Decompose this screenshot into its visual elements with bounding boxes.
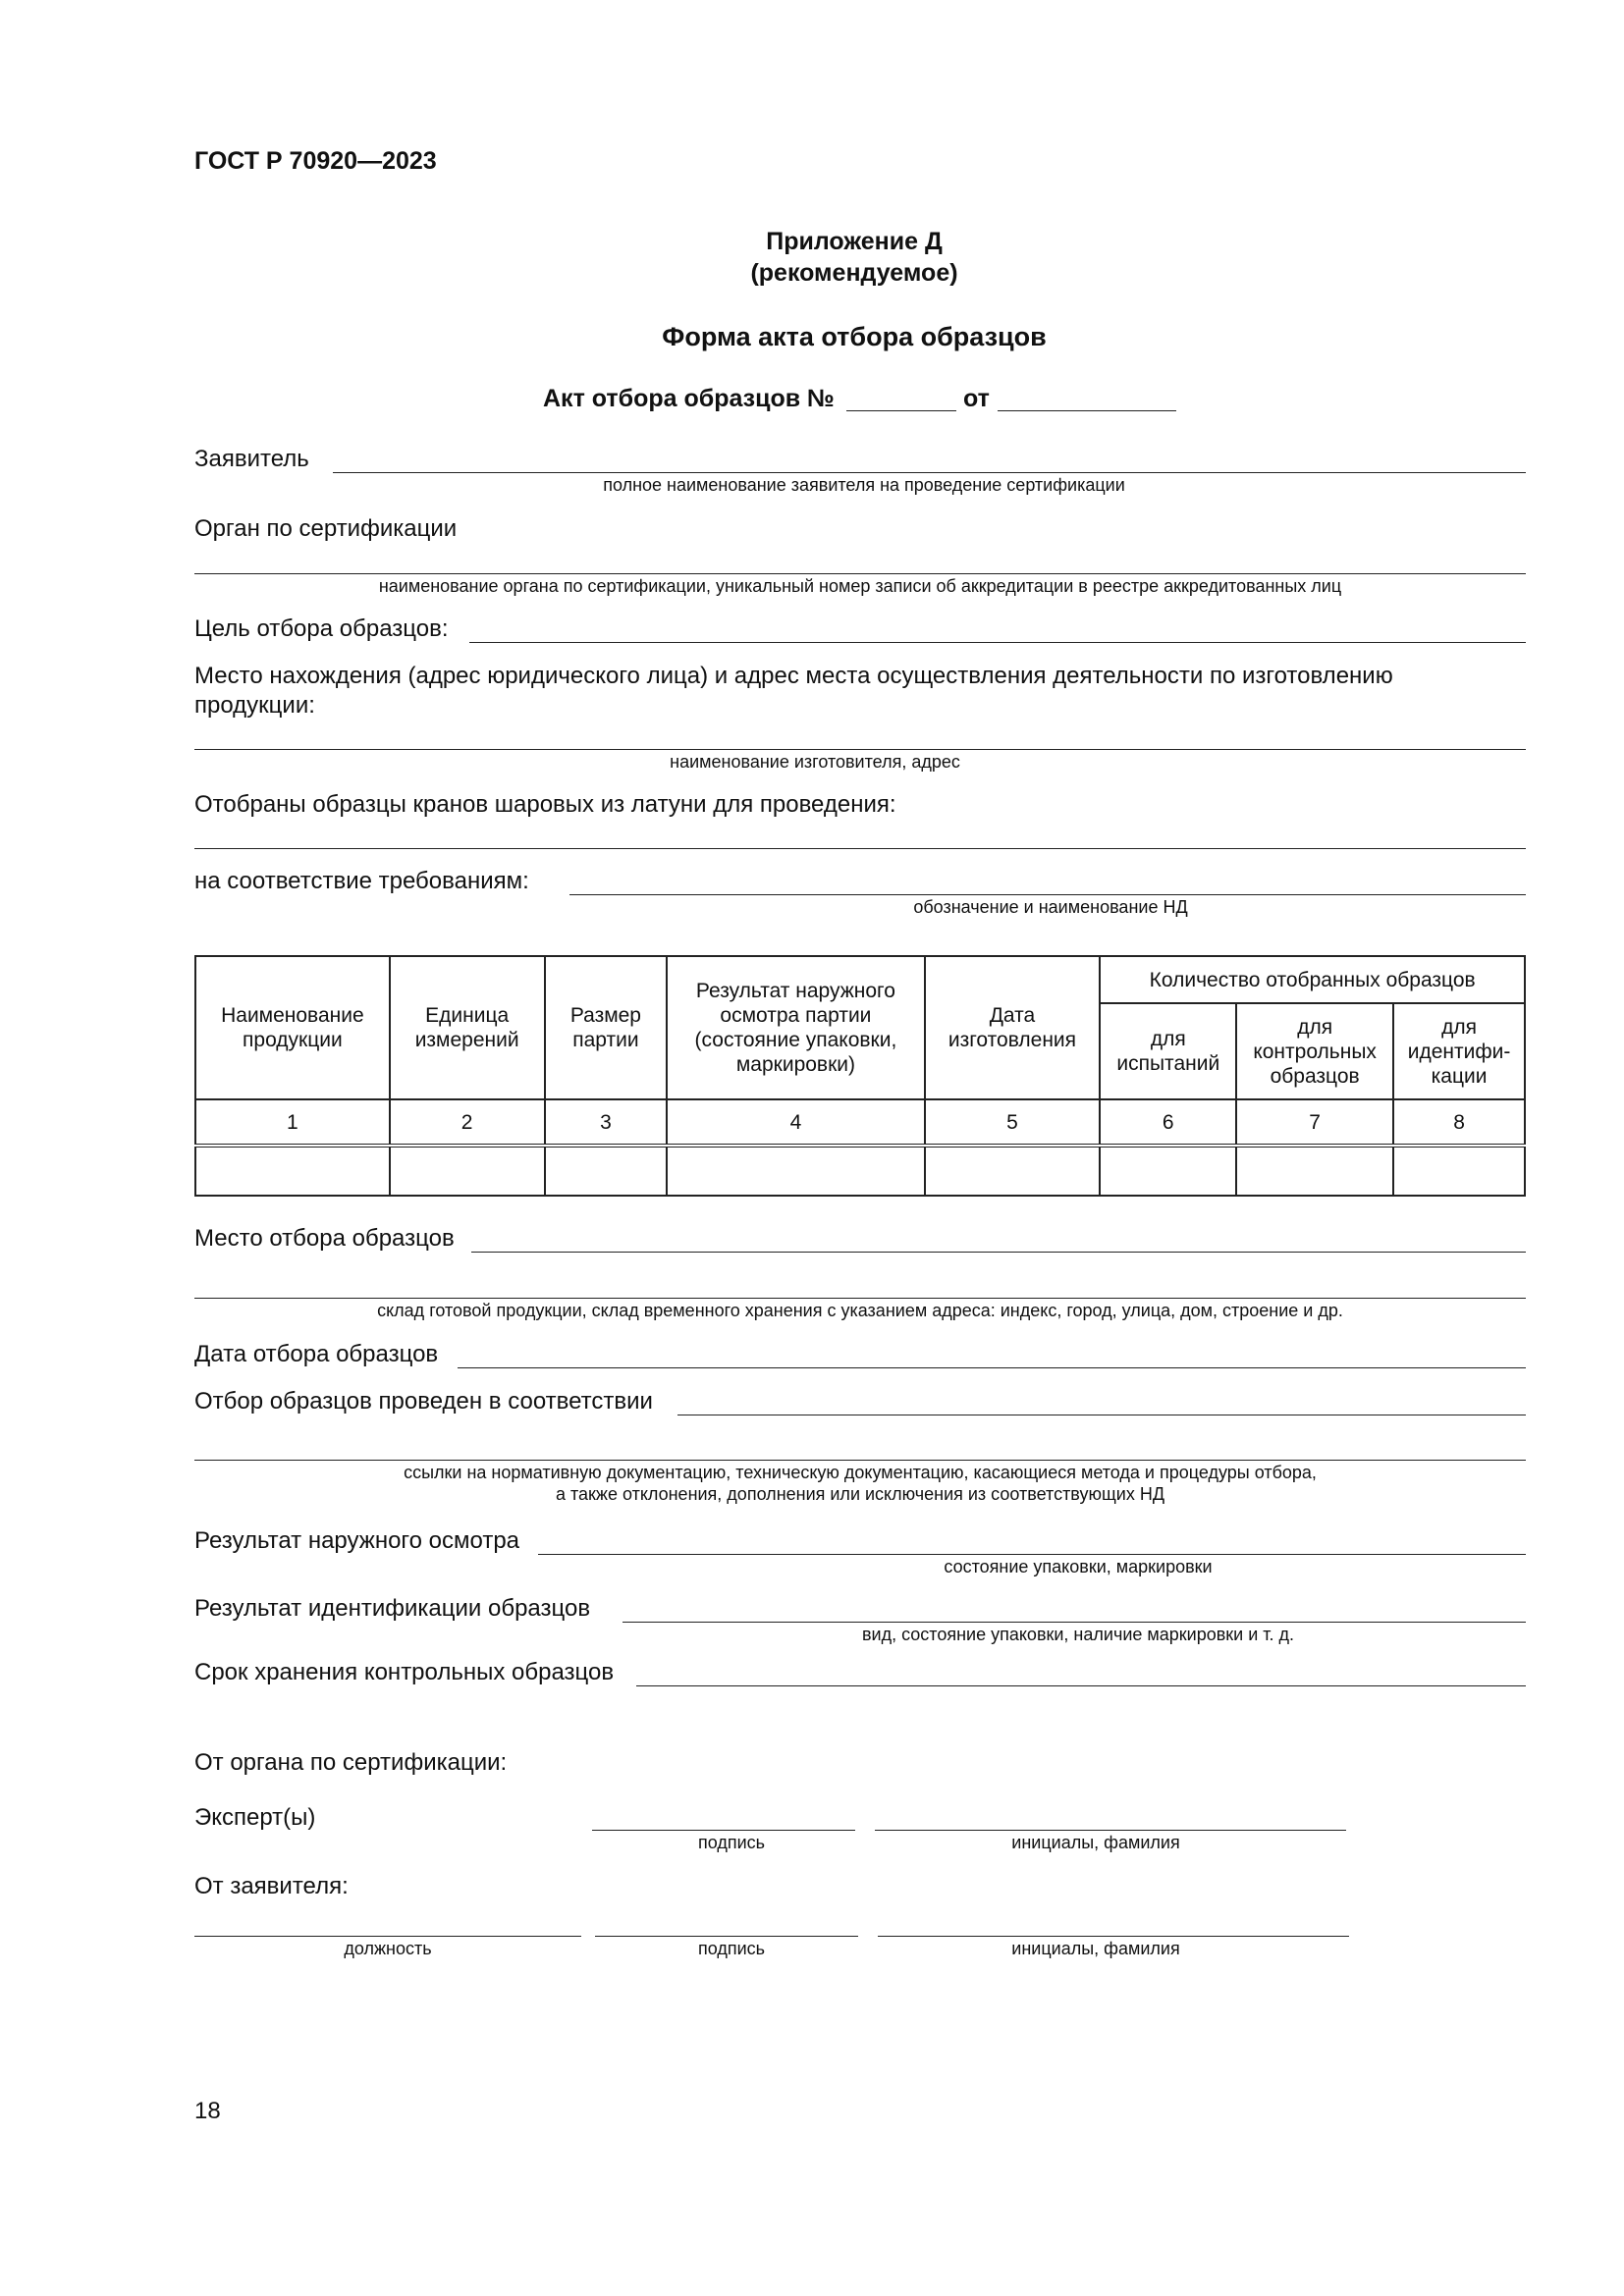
col-number: 1 — [195, 1099, 390, 1146]
applicant-signature-field[interactable] — [595, 1936, 858, 1937]
selected-label: Отобраны образцы кранов шаровых из латуни для проведения: — [194, 791, 896, 818]
applicant-label: Заявитель — [194, 446, 309, 472]
col-header-size: Размер партии — [545, 956, 668, 1099]
from-applicant-label: От заявителя: — [194, 1873, 349, 1899]
col-header-product: Наименование продукции — [195, 956, 390, 1099]
expert-name-caption: инициалы, фамилия — [1011, 1833, 1180, 1852]
expert-signature-field[interactable] — [592, 1830, 855, 1831]
table-cell[interactable] — [1100, 1146, 1236, 1196]
from-body-label: От органа по сертификации: — [194, 1749, 508, 1776]
col-number: 4 — [667, 1099, 924, 1146]
appendix-title: Приложение Д — [766, 228, 943, 255]
act-from-label: от — [963, 385, 990, 412]
appendix-status: (рекомендуемое) — [750, 259, 958, 287]
inspection-field[interactable] — [538, 1554, 1526, 1555]
purpose-field[interactable] — [469, 642, 1526, 643]
cert-body-caption: наименование органа по сертификации, уникальный номер записи об аккредитации в реестре аккредитованных лиц — [378, 576, 1342, 596]
col-number: 6 — [1100, 1099, 1236, 1146]
location-caption: наименование изготовителя, адрес — [670, 752, 960, 772]
table-cell[interactable] — [390, 1146, 545, 1196]
col-header-identification: для идентифи- кации — [1393, 1003, 1525, 1099]
expert-name-field[interactable] — [875, 1830, 1346, 1831]
conducted-caption-2: а также отклонения, дополнения или исключения из соответствующих НД — [555, 1484, 1165, 1504]
compliance-label: на соответствие требованиям: — [194, 868, 529, 894]
act-number-blank[interactable] — [846, 410, 956, 411]
compliance-field[interactable] — [569, 894, 1526, 895]
col-header-testing: для испытаний — [1100, 1003, 1236, 1099]
purpose-label: Цель отбора образцов: — [194, 615, 449, 642]
applicant-position-caption: должность — [344, 1939, 432, 1958]
location-label-line2: продукции: — [194, 692, 315, 719]
sampling-place-field-2[interactable] — [194, 1298, 1526, 1299]
expert-label: Эксперт(ы) — [194, 1804, 316, 1831]
applicant-name-field[interactable] — [878, 1936, 1349, 1937]
storage-label: Срок хранения контрольных образцов — [194, 1659, 615, 1685]
table-cell[interactable] — [667, 1146, 924, 1196]
col-number: 8 — [1393, 1099, 1525, 1146]
table-row — [195, 1146, 1525, 1196]
col-header-date: Дата изготовления — [925, 956, 1101, 1099]
applicant-position-field[interactable] — [194, 1936, 581, 1937]
cert-body-label: Орган по сертификации — [194, 515, 458, 542]
col-header-inspection: Результат наружного осмотра партии (состояние упаковки, маркировки) — [667, 956, 924, 1099]
sampling-date-label: Дата отбора образцов — [194, 1341, 439, 1367]
identification-field[interactable] — [623, 1622, 1526, 1623]
cert-body-field[interactable] — [194, 573, 1526, 574]
applicant-field[interactable] — [333, 472, 1526, 473]
identification-label: Результат идентификации образцов — [194, 1595, 591, 1622]
col-number: 5 — [925, 1099, 1101, 1146]
act-date-blank[interactable] — [998, 410, 1176, 411]
table-cell[interactable] — [925, 1146, 1101, 1196]
form-title: Форма акта отбора образцов — [662, 322, 1047, 351]
sampling-place-label: Место отбора образцов — [194, 1225, 455, 1252]
col-number: 2 — [390, 1099, 545, 1146]
samples-table — [194, 955, 1526, 1197]
sampling-place-field[interactable] — [471, 1252, 1526, 1253]
location-label-line1: Место нахождения (адрес юридического лица) и адрес места осуществления деятельности по изготовлению — [194, 663, 1393, 689]
storage-field[interactable] — [636, 1685, 1526, 1686]
conducted-field-2[interactable] — [194, 1460, 1526, 1461]
table-cell[interactable] — [1393, 1146, 1525, 1196]
table-cell[interactable] — [1236, 1146, 1393, 1196]
standard-designation: ГОСТ Р 70920—2023 — [194, 147, 437, 175]
applicant-caption: полное наименование заявителя на проведение сертификации — [603, 475, 1125, 495]
sampling-date-field[interactable] — [458, 1367, 1526, 1368]
selected-field[interactable] — [194, 848, 1526, 849]
table-cell[interactable] — [545, 1146, 668, 1196]
sampling-place-caption: склад готовой продукции, склад временного хранения с указанием адреса: индекс, город, улица, дом, строение и др. — [377, 1301, 1343, 1320]
conducted-label: Отбор образцов проведен в соответствии — [194, 1388, 653, 1415]
table-cell[interactable] — [195, 1146, 390, 1196]
col-number: 3 — [545, 1099, 668, 1146]
page-number: 18 — [194, 2098, 221, 2124]
col-number: 7 — [1236, 1099, 1393, 1146]
applicant-name-caption: инициалы, фамилия — [1011, 1939, 1180, 1958]
inspection-label: Результат наружного осмотра — [194, 1527, 520, 1554]
identification-caption: вид, состояние упаковки, наличие маркировки и т. д. — [861, 1625, 1295, 1644]
compliance-caption: обозначение и наименование НД — [913, 897, 1188, 917]
inspection-caption: состояние упаковки, маркировки — [944, 1557, 1213, 1576]
col-header-control: для контрольных образцов — [1236, 1003, 1393, 1099]
act-title: Акт отбора образцов № — [543, 385, 835, 412]
col-header-unit: Единица измерений — [390, 956, 545, 1099]
location-field[interactable] — [194, 749, 1526, 750]
expert-signature-caption: подпись — [697, 1833, 766, 1852]
conducted-caption-1: ссылки на нормативную документацию, техническую документацию, касающиеся метода и процедуры отбора, — [404, 1463, 1317, 1482]
col-header-quantity: Количество отобранных образцов — [1100, 956, 1525, 1003]
applicant-signature-caption: подпись — [697, 1939, 766, 1958]
